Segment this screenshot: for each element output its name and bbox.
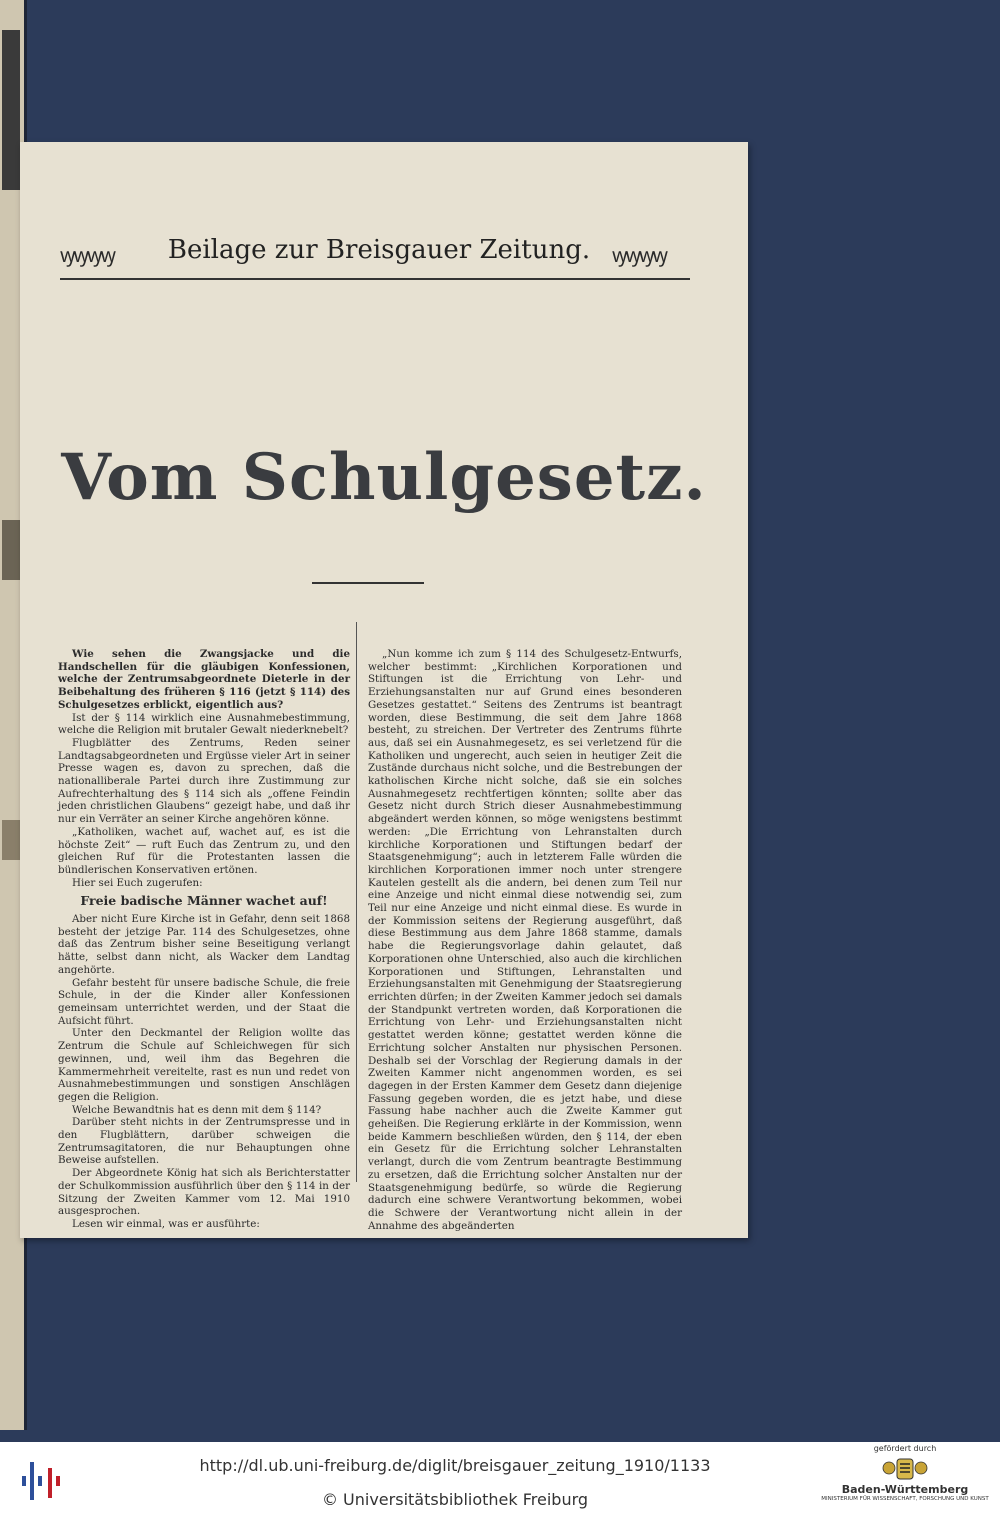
article-column-left: [58, 648, 350, 1231]
paragraph: „Nun komme ich zum § 114 des Schulgesetz-Entwurfs, welcher bestimmt: „Kirchlichen Korporationen und Stiftungen ist die Errichtung von Lehr- und Erziehungsanstalten nur auf Grund eines besonderen Gesetzes gestattet.“ Seitens des Zentrums ist beantragt worden, diese Bestimmung, die seit dem Jahre 1868 besteht, zu streichen. Der Vertreter des Zentrums führte aus, daß sei ein Ausnahmegesetz, es sei verletzend für die Katholiken und ungerecht, auch seien in heutiger Zeit die Zustände durchaus nicht solche, und die Bestrebungen der katholischen Kirche nicht solche, daß sie ein solches Ausnahmegesetz rechtfertigen könnten; sollte aber das Gesetz nicht durch Strich dieser Ausnahmebestimmung abgeändert werden können, so möge wenigstens bestimmt werden: „Die Errichtung von Lehranstalten durch kirchliche Korporationen und Stiftungen bedarf der Staatsgenehmigung“; auch in letzterem Falle würden die kirchlichen Korporationen immer noch unter strengere Kautelen gestellt als die andern, bei denen zum Teil nur eine Anzeige und nicht einmal diese notwendig sei, zum Teil nur eine Anzeige und nicht einmal diese. Es wurde in der Kommission seitens der Regierung ausgeführt, daß diese Bestimmung aus dem Jahre 1868 stamme, damals habe die Regierungsvorlage dahin gelautet, daß Korporationen ohne Unterschied, also auch die kirchlichen Korporationen und Stiftungen, Lehranstalten und Erziehungsanstalten mit Genehmigung der Staatsregierung errichten dürfen; in der Zweiten Kammer jedoch sei damals der Standpunkt vertreten worden, daß Korporationen die Errichtung von Lehr- und Erziehungsanstalten nicht gestattet werden könne; gestattet werden könne die Errichtung solcher Anstalten nur physischen Personen. Deshalb sei der Vorschlag der Regierung damals in der Zweiten Kammer nicht angenommen worden, es sei dagegen in der Ersten Kammer dem Gesetz dann diejenige Fassung gegeben worden, die es jetzt habe, und diese Fassung habe nachher auch die Zweite Kammer gut geheißen. Die Regierung erklärte in der Kommission, wenn beide Kammern beschließen würden, den § 114, der eben ein Gesetz für die Errichtung solcher Lehranstalten verlangt, durch die vom Zentrum beantragte Bestimmung zu ersetzen, daß die Errichtung solcher Anstalten nur der Staatsgenehmigung bedürfe, so würde die Regierung dadurch eine schwere Verantwortung bekommen, wobei die Schwere der Verantwortung nicht allein in der Annahme des abgeänderten: [368, 648, 682, 1232]
paragraph: Flugblätter des Zentrums, Reden seiner Landtagsabgeordneten und Ergüsse vieler Art in seiner Presse wagen es, davon zu sprechen, daß die nationalliberale Partei durch ihre Zustimmung zur Aufrechterhaltung des § 114 sich als „offene Feindin jeden christlichen Glaubens“ gezeigt habe, und daß ihr nur ein Verräter an seiner Kirche angehören könne.: [58, 736, 350, 826]
subheading: Freie badische Männer wachet auf!: [80, 893, 328, 909]
sponsor-name: Baden-Württemberg: [841, 1483, 969, 1496]
paragraph: Aber nicht Eure Kirche ist in Gefahr, denn seit 1868 besteht der jetzige Par. 114 des Schulgesetzes, ohne daß das Zentrum bisher seine Beseitigung verlangt hätte, selbst dann nicht, als Wacker dem Landtag angehörte.: [58, 913, 350, 976]
state-crest-icon: [875, 1456, 935, 1482]
funding-notice: [820, 1444, 990, 1502]
article-column-right: [368, 648, 682, 1232]
viewer-footer: [0, 1442, 1000, 1514]
ornament-left: ꝡꝡꝡꝡ: [60, 243, 115, 267]
paragraph: Welche Bewandtnis hat es denn mit dem § 114?: [72, 1103, 322, 1116]
paragraph: Darüber steht nichts in der Zentrumspresse und in den Flugblättern, darüber schweigen die Zentrumsagitatoren, die nur Behauptungen ohne Beweise aufstellen.: [58, 1116, 350, 1167]
library-logo-icon: [20, 1458, 60, 1500]
headline: Vom Schulgesetz.: [61, 440, 707, 515]
banner-rule: [60, 278, 690, 280]
funded-by-label: gefördert durch: [873, 1444, 937, 1453]
supplement-banner: [60, 235, 690, 287]
ornament-right: ꝡꝡꝡꝡ: [612, 243, 667, 267]
copyright-text: © Universitätsbibliothek Freiburg: [321, 1490, 589, 1509]
lead-paragraph: Wie sehen die Zwangsjacke und die Handschellen für die gläubigen Konfessionen, welche der Zentrumsabgeordnete Dieterle in der Beibehaltung des früheren § 116 (jetzt § 114) des Schulgesetzes erblickt, eigentlich aus?: [58, 648, 350, 711]
paragraph: „Katholiken, wachet auf, wachet auf, es ist die höchste Zeit“ — ruft Euch das Zentrum zu, und den gleichen Ruf für die Protestanten lassen die bündlerischen Konservativen ertönen.: [58, 825, 350, 876]
paragraph: Unter den Deckmantel der Religion wollte das Zentrum die Schule auf Schleichwegen für sich gewinnen, und, weil ihm das Begehren die Kammermehrheit vereitelte, rast es nun und redet von Ausnahmebestimmungen und sonstigen Anschlägen gegen die Religion.: [58, 1027, 350, 1103]
paragraph: Ist der § 114 wirklich eine Ausnahmebestimmung, welche die Religion mit brutaler Gewalt niederknebelt?: [58, 711, 350, 737]
supplement-title: Beilage zur Breisgauer Zeitung.: [167, 235, 591, 265]
document-url-link[interactable]: http://dl.ub.uni-freiburg.de/diglit/breisgauer_zeitung_1910/1133: [199, 1456, 711, 1475]
headline-rule: [312, 582, 424, 584]
paragraph: Der Abgeordnete König hat sich als Berichterstatter der Schulkommission ausführlich über den § 114 in der Sitzung der Zweiten Kammer vom 12. Mai 1910 ausgesprochen.: [58, 1167, 350, 1218]
paragraph: Gefahr besteht für unsere badische Schule, die freie Schule, in der die Kinder aller Konfessionen gemeinsam unterrichtet werden, und der Staat die Aufsicht führt.: [58, 976, 350, 1027]
paragraph: Lesen wir einmal, was er ausführte:: [72, 1217, 260, 1230]
paragraph: Hier sei Euch zugerufen:: [72, 876, 203, 889]
ministry-name: MINISTERIUM FÜR WISSENSCHAFT, FORSCHUNG UND KUNST: [821, 1496, 989, 1502]
newspaper-page: [20, 142, 748, 1238]
column-separator: [356, 622, 357, 1182]
